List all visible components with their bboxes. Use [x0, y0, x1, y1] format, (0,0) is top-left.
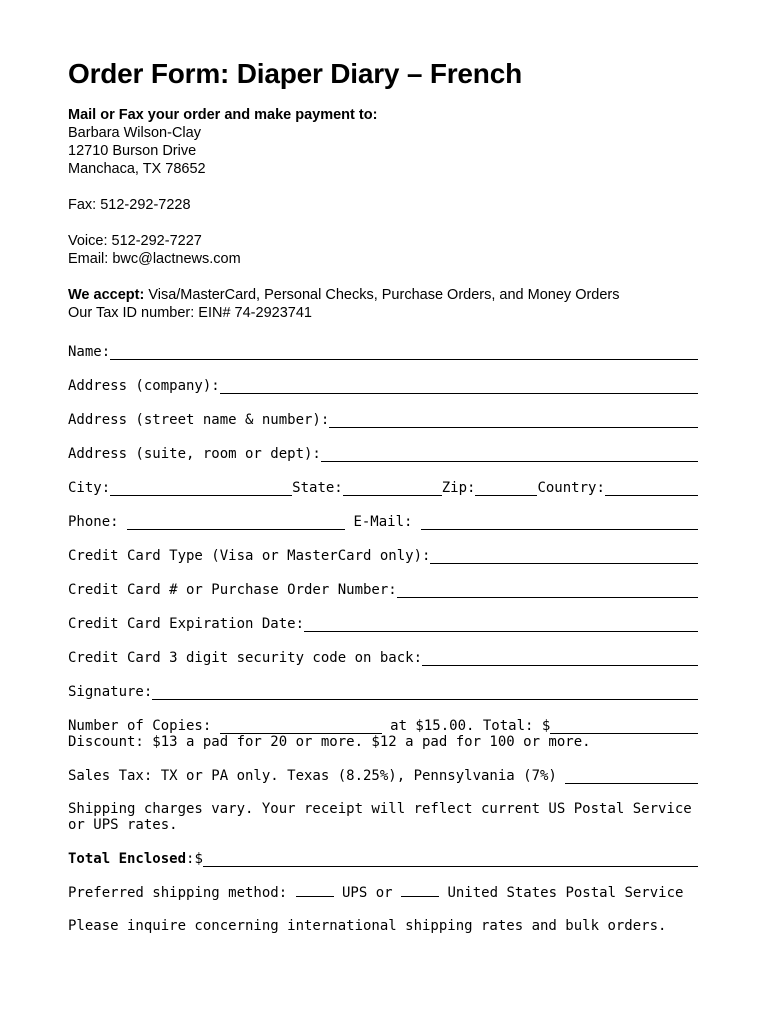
cc-exp-label: Credit Card Expiration Date:	[68, 616, 305, 632]
copies-price-label: at $15.00. Total: $	[381, 718, 551, 734]
name-label: Name:	[68, 344, 111, 360]
address-company-input[interactable]	[220, 380, 698, 394]
zip-label: Zip:	[441, 480, 476, 496]
phone-email-row	[68, 514, 698, 530]
cc-code-field	[68, 650, 698, 666]
contact-block	[68, 106, 698, 322]
name-input[interactable]	[110, 346, 698, 360]
sales-tax-label: Sales Tax: TX or PA only. Texas (8.25%), Pennsylvania (7%)	[68, 768, 566, 784]
inquire-text: Please inquire concerning international shipping rates and bulk orders.	[68, 918, 667, 934]
ups-label: UPS or	[333, 885, 402, 901]
name-field	[68, 344, 698, 360]
preferred-shipping	[68, 884, 698, 901]
phone-label: Phone:	[68, 514, 128, 530]
cc-exp-field	[68, 616, 698, 632]
signature-input[interactable]	[152, 686, 698, 700]
payment-accepted	[68, 286, 698, 304]
cc-code-label: Credit Card 3 digit security code on back:	[68, 650, 423, 666]
phone-input[interactable]	[127, 516, 345, 530]
order-fields	[68, 344, 698, 934]
ups-option-input[interactable]	[296, 884, 334, 897]
accept-text: Visa/MasterCard, Personal Checks, Purchase Orders, and Money Orders	[144, 287, 620, 303]
preferred-label: Preferred shipping method:	[68, 885, 296, 901]
address-suite-field	[68, 446, 698, 462]
fax-number: Fax: 512-292-7228	[68, 197, 191, 213]
address-company-field	[68, 378, 698, 394]
address-line: 12710 Burson Drive	[68, 143, 197, 159]
address-suite-label: Address (suite, room or dept):	[68, 446, 321, 462]
address-suite-input[interactable]	[321, 448, 698, 462]
sales-tax-field	[68, 768, 698, 784]
signature-label: Signature:	[68, 684, 153, 700]
address-street-field	[68, 412, 698, 428]
cc-number-label: Credit Card # or Purchase Order Number:	[68, 582, 397, 598]
shipping-text: Shipping charges vary. Your receipt will reflect current US Postal Service or UPS rates.	[68, 801, 692, 833]
cc-number-field	[68, 582, 698, 598]
email-label: E-Mail:	[345, 514, 421, 530]
email-input[interactable]	[421, 516, 698, 530]
mail-heading: Mail or Fax your order and make payment to:	[68, 107, 378, 123]
city-label: City:	[68, 480, 111, 496]
sales-tax-input[interactable]	[565, 770, 698, 784]
state-input[interactable]	[343, 482, 442, 496]
cc-type-field	[68, 548, 698, 564]
page-title: Order Form: Diaper Diary – French	[68, 58, 522, 89]
city-state-zip-row	[68, 480, 698, 496]
signature-field	[68, 684, 698, 700]
total-enclosed-input[interactable]	[203, 853, 698, 867]
usps-label: United States Postal Service	[439, 885, 684, 901]
cc-code-input[interactable]	[422, 652, 698, 666]
country-input[interactable]	[605, 482, 698, 496]
tax-id: Our Tax ID number: EIN# 74-2923741	[68, 305, 312, 321]
address-line: Manchaca, TX 78652	[68, 161, 206, 177]
address-street-label: Address (street name & number):	[68, 412, 330, 428]
city-input[interactable]	[110, 482, 292, 496]
total-field	[68, 851, 698, 867]
email-address: Email: bwc@lactnews.com	[68, 251, 241, 267]
discount-text: Discount: $13 a pad for 20 or more. $12 a pad for 100 or more.	[68, 734, 591, 750]
cc-type-input[interactable]	[430, 550, 698, 564]
copies-input[interactable]	[220, 720, 382, 734]
address-company-label: Address (company):	[68, 378, 220, 394]
voice-number: Voice: 512-292-7227	[68, 233, 202, 249]
state-label: State:	[292, 480, 343, 496]
copies-field	[68, 718, 698, 734]
total-suffix: :$	[186, 851, 203, 867]
address-street-input[interactable]	[329, 414, 698, 428]
country-label: Country:	[537, 480, 605, 496]
total-label: Total Enclosed	[68, 851, 187, 867]
usps-option-input[interactable]	[401, 884, 439, 897]
total-input[interactable]	[550, 720, 698, 734]
accept-label: We accept:	[68, 287, 145, 303]
cc-exp-input[interactable]	[304, 618, 698, 632]
zip-input[interactable]	[475, 482, 537, 496]
cc-number-input[interactable]	[397, 584, 698, 598]
copies-label: Number of Copies:	[68, 718, 220, 734]
order-form-page	[68, 56, 698, 934]
address-line: Barbara Wilson-Clay	[68, 125, 201, 141]
cc-type-label: Credit Card Type (Visa or MasterCard only):	[68, 548, 431, 564]
